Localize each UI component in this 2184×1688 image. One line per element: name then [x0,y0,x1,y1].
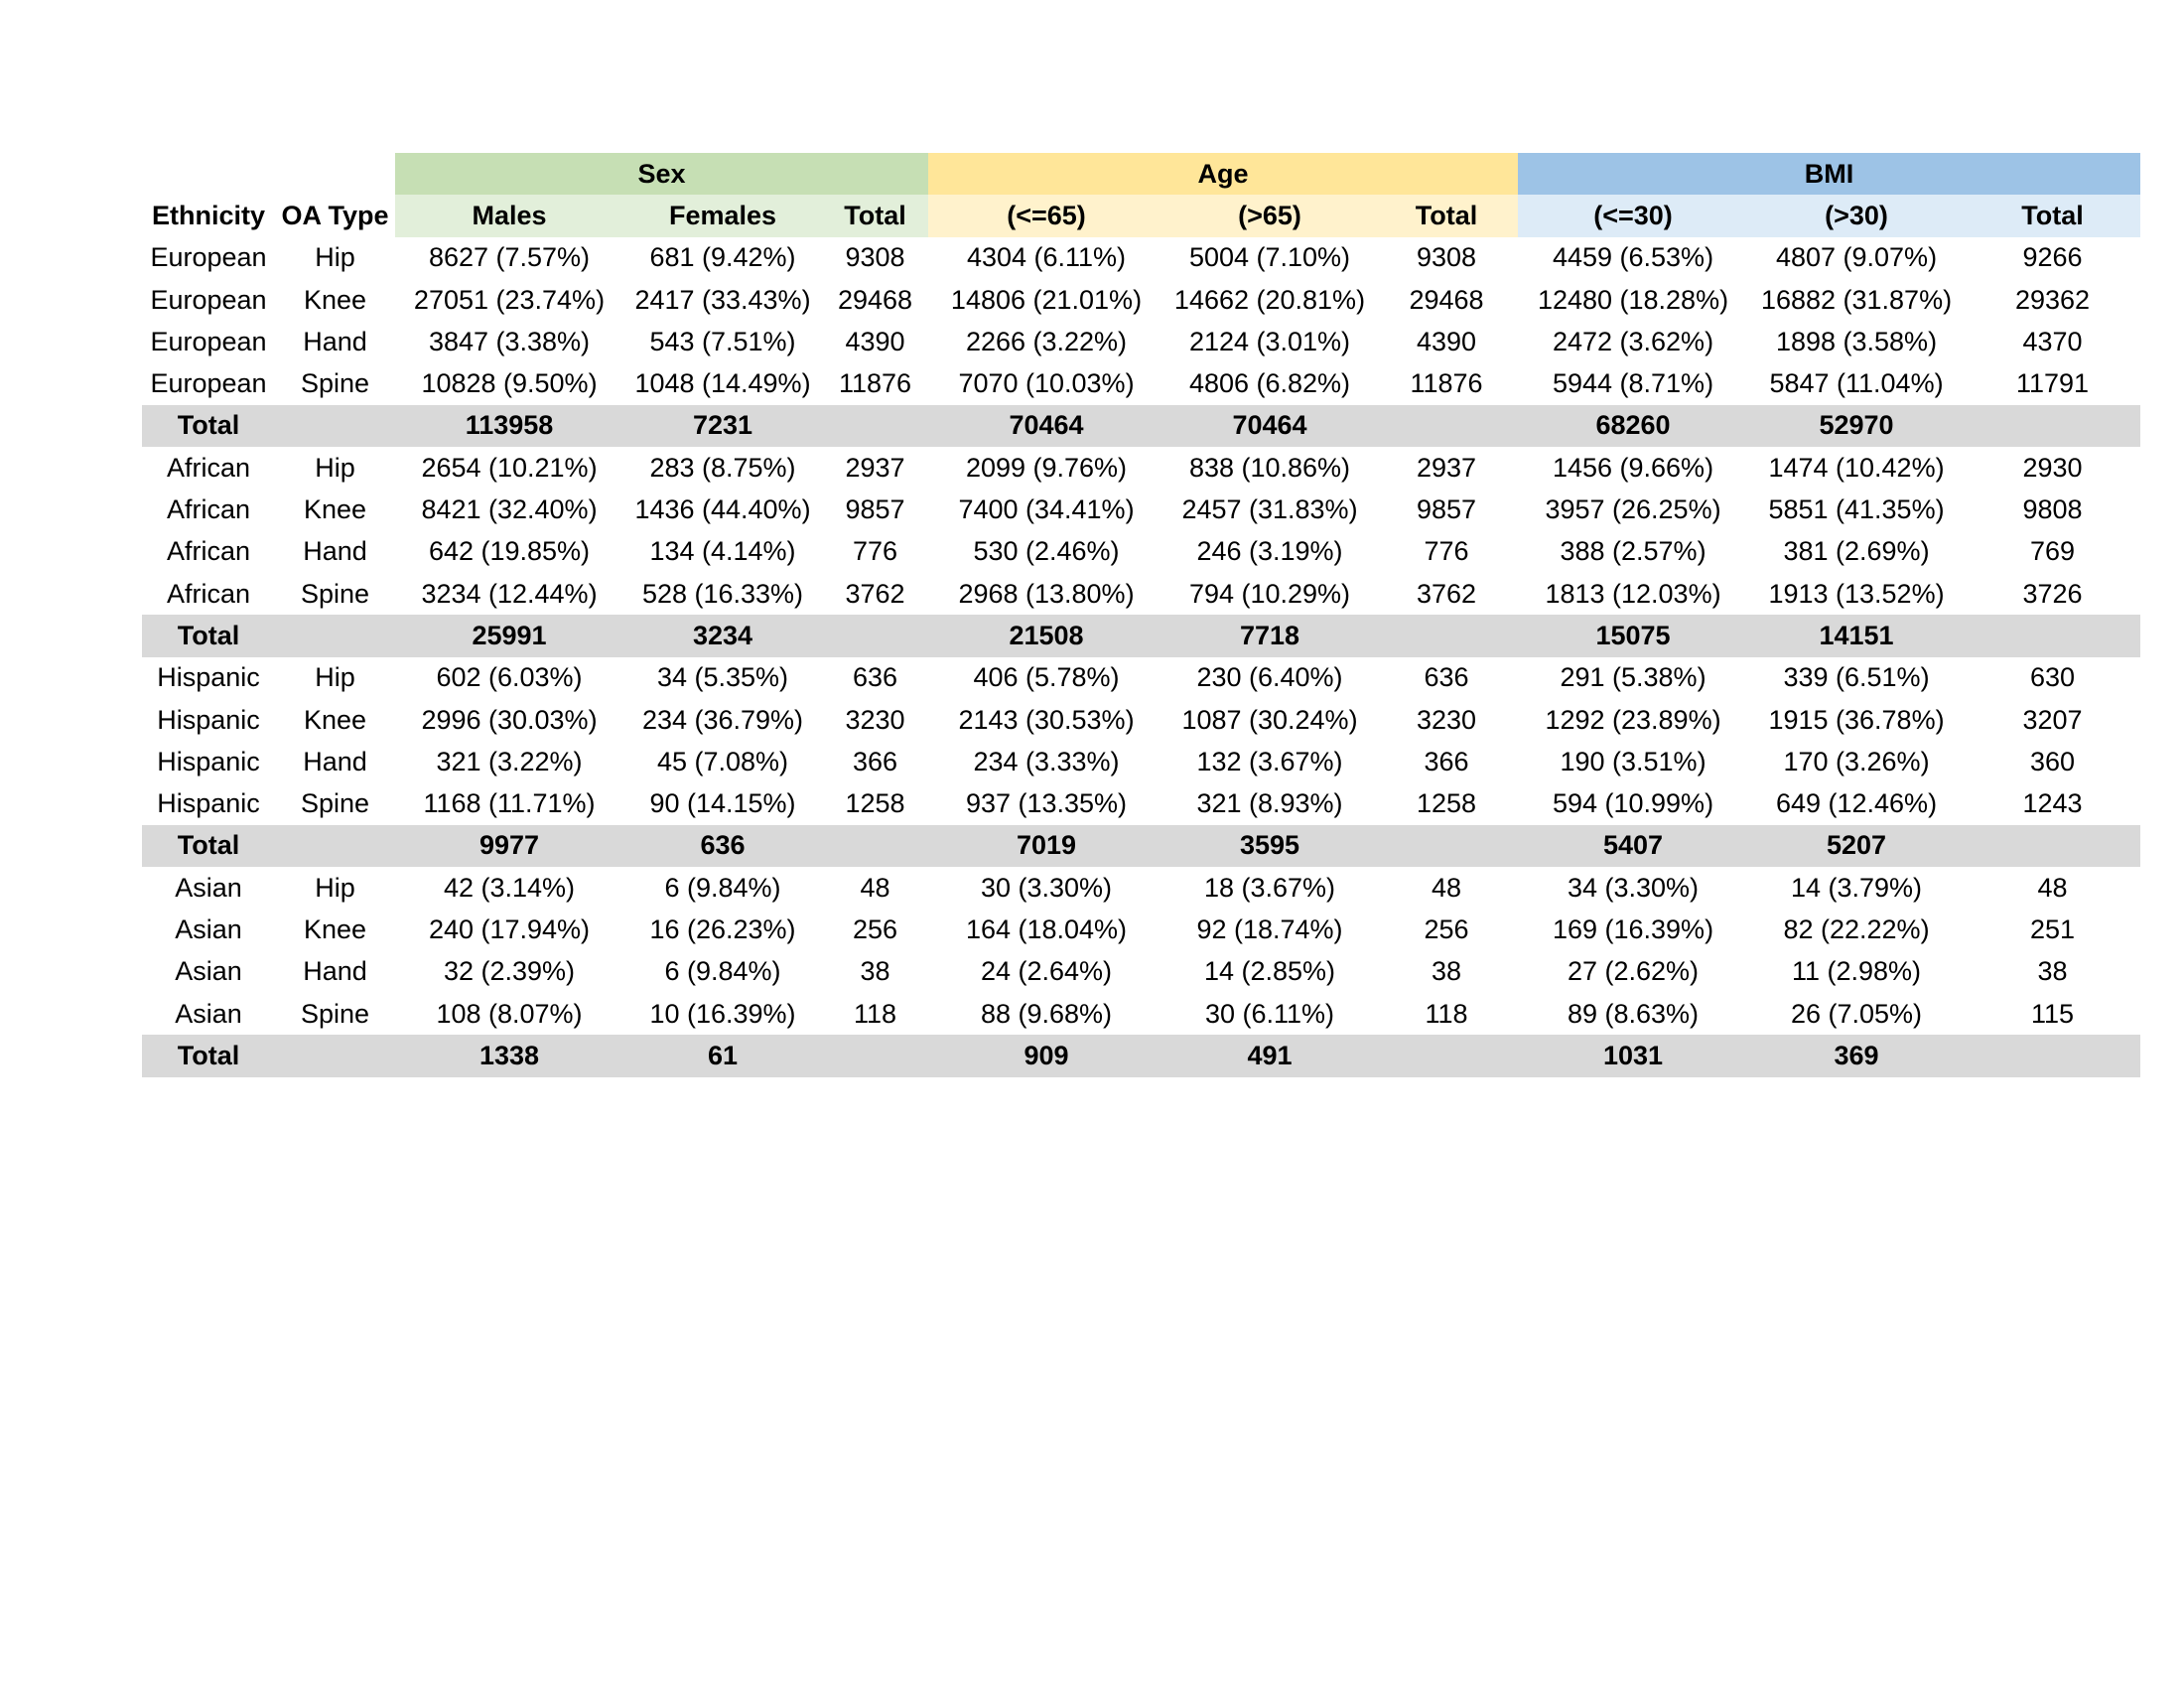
age-le65-cell: 234 (3.33%) [973,746,1120,776]
age-le65-cell: 7400 (34.41%) [958,494,1135,525]
bmi-le30-cell: 15075 [1518,615,1748,656]
bmi-total-cell [1965,615,2140,656]
sex-total-cell [822,825,928,867]
bmi-gt30-cell: 1915 (36.78%) [1768,704,1945,735]
females-cell: 90 (14.15%) [649,788,796,819]
table-row [142,531,2140,573]
males-cell: 32 (2.39%) [443,956,576,987]
bmi-gt30-cell: 170 (3.26%) [1783,746,1930,776]
oa-type-cell: Hip [315,662,355,693]
bmi-total-cell: 251 [2029,914,2076,944]
age-total-cell: 9308 [1416,242,1477,273]
table-row [142,321,2140,362]
females-cell: 10 (16.39%) [649,998,796,1029]
bmi-le30-cell: 1456 (9.66%) [1552,452,1714,483]
ethnicity-cell: Asian [175,872,242,903]
oa-type-cell: Hand [303,326,367,356]
age-le65-cell: 2266 (3.22%) [965,326,1128,356]
age-le65-cell: 24 (2.64%) [980,956,1113,987]
bmi-gt30-cell: 4807 (9.07%) [1775,242,1938,273]
total-row [142,825,2140,867]
ethnicity-cell: Hispanic [157,788,260,819]
males-header: Males [395,195,623,236]
ethnicity-cell: Asian [175,914,242,944]
table-row [142,741,2140,782]
bmi-total-cell: 9808 [2022,494,2083,525]
sex-total-cell: 776 [852,536,898,567]
bmi-le30-header: (<=30) [1518,195,1748,236]
males-cell: 3234 (12.44%) [421,578,598,609]
males-cell: 9977 [395,825,623,867]
table-row [142,489,2140,530]
age-total-cell: 1258 [1416,788,1477,819]
females-cell: 681 (9.42%) [649,242,796,273]
age-le65-cell: 406 (5.78%) [973,662,1120,693]
table-row [142,699,2140,741]
males-cell: 108 (8.07%) [436,998,583,1029]
age-gt65-cell: 246 (3.19%) [1196,536,1343,567]
females-cell: 636 [623,825,822,867]
sex-total-cell: 3762 [845,578,905,609]
table-row [142,362,2140,404]
age-total-header: Total [1375,195,1518,236]
sex-total-cell [822,1035,928,1076]
females-cell: 1436 (44.40%) [634,494,811,525]
ethnicity-cell: European [150,326,267,356]
blank-header-cell [142,153,275,195]
bmi-gt30-cell: 5851 (41.35%) [1768,494,1945,525]
bmi-gt30-cell: 1474 (10.42%) [1768,452,1945,483]
oa-type-cell: Spine [300,368,370,399]
oa-type-cell: Hand [303,956,367,987]
ethnicity-cell: Asian [175,956,242,987]
total-row [142,405,2140,447]
age-total-cell [1375,405,1518,447]
age-gt65-cell: 3595 [1164,825,1375,867]
age-le65-cell: 909 [928,1035,1164,1076]
age-total-cell: 256 [1424,914,1469,944]
age-le65-cell: 14806 (21.01%) [950,284,1143,315]
age-total-cell: 636 [1424,662,1469,693]
age-total-cell: 29468 [1409,284,1484,315]
sex-total-cell: 256 [852,914,898,944]
age-total-cell: 3762 [1416,578,1477,609]
sex-total-cell: 48 [860,872,890,903]
bmi-total-cell: 630 [2029,662,2076,693]
sex-group-header: Sex [395,153,928,195]
age-gt65-cell: 132 (3.67%) [1196,746,1343,776]
females-cell: 7231 [623,405,822,447]
bmi-le30-cell: 190 (3.51%) [1560,746,1706,776]
females-cell: 3234 [623,615,822,656]
females-cell: 61 [623,1035,822,1076]
bmi-gt30-cell: 11 (2.98%) [1791,956,1922,987]
age-gt65-cell: 30 (6.11%) [1204,998,1335,1029]
bmi-total-cell [1965,1035,2140,1076]
age-gt65-cell: 14 (2.85%) [1203,956,1336,987]
males-cell: 3847 (3.38%) [428,326,591,356]
age-gt65-cell: 5004 (7.10%) [1188,242,1351,273]
males-cell: 1168 (11.71%) [423,788,596,819]
bmi-le30-cell: 594 (10.99%) [1552,788,1714,819]
bmi-le30-cell: 68260 [1518,405,1748,447]
age-le65-cell: 530 (2.46%) [973,536,1120,567]
demographics-table [142,153,2140,1077]
ethnicity-cell: European [150,284,267,315]
bmi-total-cell: 48 [2037,872,2068,903]
oa-type-cell [275,825,395,867]
sex-total-cell: 38 [860,956,890,987]
age-le65-header: (<=65) [928,195,1164,236]
males-cell: 2996 (30.03%) [421,704,598,735]
age-gt65-cell: 794 (10.29%) [1188,578,1351,609]
bmi-le30-cell: 1031 [1518,1035,1748,1076]
bmi-le30-cell: 5944 (8.71%) [1552,368,1714,399]
table-row [142,993,2140,1035]
bmi-le30-cell: 5407 [1518,825,1748,867]
ethnicity-cell: Hispanic [157,662,260,693]
bmi-le30-cell: 34 (3.30%) [1567,872,1700,903]
males-cell: 240 (17.94%) [428,914,591,944]
oa-type-cell: Hand [303,746,367,776]
oa-type-cell: Hand [303,536,367,567]
bmi-gt30-cell: 16882 (31.87%) [1760,284,1953,315]
sex-total-cell: 11876 [838,368,912,399]
oa-type-cell: Hip [315,242,355,273]
ethnicity-cell: Hispanic [157,746,260,776]
age-le65-cell: 30 (3.30%) [980,872,1113,903]
ethnicity-cell: Total [142,405,275,447]
age-gt65-cell: 14662 (20.81%) [1173,284,1366,315]
bmi-le30-cell: 12480 (18.28%) [1537,284,1729,315]
bmi-le30-cell: 2472 (3.62%) [1552,326,1714,356]
bmi-total-cell [1965,825,2140,867]
bmi-gt30-cell: 26 (7.05%) [1790,998,1923,1029]
ethnicity-cell: African [166,494,251,525]
oa-type-cell: Spine [300,578,370,609]
blank-header-cell [275,153,395,195]
bmi-total-cell: 360 [2029,746,2076,776]
oa-type-cell: Knee [303,704,367,735]
age-gt65-cell: 2124 (3.01%) [1188,326,1351,356]
age-gt65-cell: 2457 (31.83%) [1181,494,1358,525]
sex-total-cell: 9857 [845,494,905,525]
bmi-le30-cell: 4459 (6.53%) [1552,242,1714,273]
females-cell: 528 (16.33%) [641,578,804,609]
age-le65-cell: 21508 [928,615,1164,656]
sex-total-cell: 3230 [845,704,905,735]
age-total-cell: 3230 [1416,704,1477,735]
age-total-cell: 366 [1424,746,1469,776]
age-gt65-cell: 4806 (6.82%) [1188,368,1351,399]
females-cell: 16 (26.23%) [649,914,796,944]
group-header-row [142,153,2140,195]
column-header-row [142,195,2140,236]
age-total-cell: 4390 [1416,326,1477,356]
ethnicity-cell: European [150,368,267,399]
females-cell: 6 (9.84%) [664,956,781,987]
males-cell: 8627 (7.57%) [428,242,591,273]
age-le65-cell: 2099 (9.76%) [965,452,1128,483]
males-cell: 10828 (9.50%) [421,368,598,399]
bmi-le30-cell: 1292 (23.89%) [1545,704,1721,735]
bmi-le30-cell: 291 (5.38%) [1560,662,1706,693]
females-cell: 283 (8.75%) [649,452,796,483]
age-le65-cell: 7070 (10.03%) [958,368,1135,399]
bmi-le30-cell: 1813 (12.03%) [1545,578,1721,609]
age-le65-cell: 2968 (13.80%) [958,578,1135,609]
age-gt65-cell: 7718 [1164,615,1375,656]
bmi-gt30-cell: 381 (2.69%) [1783,536,1930,567]
sex-total-cell [822,405,928,447]
bmi-total-header: Total [1965,195,2140,236]
oa-type-cell [275,615,395,656]
males-cell: 602 (6.03%) [436,662,583,693]
age-le65-cell: 4304 (6.11%) [966,242,1127,273]
sex-total-cell: 4390 [845,326,905,356]
age-le65-cell: 88 (9.68%) [980,998,1113,1029]
sex-total-cell [822,615,928,656]
sex-total-cell: 636 [852,662,898,693]
bmi-gt30-cell: 82 (22.22%) [1783,914,1930,944]
table-row [142,279,2140,321]
oa-type-cell: Hip [315,452,355,483]
age-total-cell: 48 [1431,872,1462,903]
bmi-total-cell [1965,405,2140,447]
oa-type-cell: Spine [300,998,370,1029]
females-cell: 543 (7.51%) [649,326,796,356]
bmi-total-cell: 3726 [2022,578,2083,609]
age-total-cell: 11876 [1410,368,1483,399]
bmi-le30-cell: 388 (2.57%) [1560,536,1706,567]
table-row [142,782,2140,824]
table-row [142,447,2140,489]
bmi-total-cell: 3207 [2022,704,2083,735]
bmi-le30-cell: 3957 (26.25%) [1545,494,1721,525]
sex-total-cell: 1258 [845,788,905,819]
sex-total-cell: 118 [853,998,897,1029]
total-row [142,615,2140,656]
bmi-total-cell: 11791 [2015,368,2090,399]
bmi-gt30-header: (>30) [1748,195,1965,236]
ethnicity-cell: Hispanic [157,704,260,735]
ethnicity-cell: Total [142,825,275,867]
bmi-total-cell: 9266 [2022,242,2083,273]
bmi-total-cell: 115 [2030,998,2075,1029]
males-cell: 42 (3.14%) [443,872,576,903]
table-row [142,951,2140,993]
bmi-gt30-cell: 5207 [1748,825,1965,867]
table-row [142,237,2140,279]
age-gt65-cell: 70464 [1164,405,1375,447]
bmi-total-cell: 769 [2029,536,2076,567]
oa-type-cell: Knee [303,494,367,525]
age-gt65-header: (>65) [1164,195,1375,236]
oa-type-cell [275,1035,395,1076]
bmi-total-cell: 4370 [2022,326,2083,356]
ethnicity-cell: Total [142,615,275,656]
table-header [142,153,2140,237]
females-cell: 234 (36.79%) [641,704,804,735]
ethnicity-cell: European [150,242,267,273]
males-cell: 25991 [395,615,623,656]
males-cell: 321 (3.22%) [436,746,583,776]
bmi-le30-cell: 27 (2.62%) [1567,956,1700,987]
bmi-total-cell: 29362 [2014,284,2091,315]
age-gt65-cell: 491 [1164,1035,1375,1076]
oa-type-cell: Knee [303,284,367,315]
age-gt65-cell: 321 (8.93%) [1196,788,1343,819]
age-gt65-cell: 18 (3.67%) [1203,872,1336,903]
ethnicity-cell: Total [142,1035,275,1076]
age-total-cell [1375,1035,1518,1076]
bmi-gt30-cell: 369 [1748,1035,1965,1076]
females-cell: 45 (7.08%) [656,746,789,776]
males-cell: 642 (19.85%) [428,536,591,567]
females-cell: 34 (5.35%) [656,662,789,693]
table-row [142,657,2140,699]
ethnicity-cell: African [166,452,251,483]
age-gt65-cell: 92 (18.74%) [1196,914,1343,944]
males-cell: 113958 [395,405,623,447]
males-cell: 2654 (10.21%) [421,452,598,483]
bmi-le30-cell: 169 (16.39%) [1552,914,1714,944]
oa-type-cell: Hip [315,872,355,903]
total-row [142,1035,2140,1076]
sex-total-cell: 29468 [837,284,913,315]
age-total-cell: 776 [1424,536,1469,567]
age-total-cell: 9857 [1416,494,1477,525]
age-gt65-cell: 230 (6.40%) [1196,662,1343,693]
males-cell: 27051 (23.74%) [413,284,606,315]
sex-total-cell: 366 [852,746,898,776]
ethnicity-cell: African [166,536,251,567]
females-header: Females [623,195,822,236]
bmi-gt30-cell: 14151 [1748,615,1965,656]
oa-type-cell: Knee [303,914,367,944]
age-total-cell: 118 [1425,998,1468,1029]
age-le65-cell: 70464 [928,405,1164,447]
sex-total-header: Total [822,195,928,236]
ethnicity-cell: Asian [175,998,242,1029]
males-cell: 8421 (32.40%) [421,494,598,525]
age-le65-cell: 937 (13.35%) [965,788,1128,819]
oa-type-header: OA Type [281,200,389,230]
bmi-le30-cell: 89 (8.63%) [1567,998,1700,1029]
bmi-gt30-cell: 1913 (13.52%) [1768,578,1945,609]
females-cell: 1048 (14.49%) [634,368,811,399]
bmi-gt30-cell: 649 (12.46%) [1775,788,1938,819]
females-cell: 134 (4.14%) [649,536,796,567]
age-le65-cell: 164 (18.04%) [965,914,1128,944]
age-group-header: Age [928,153,1518,195]
table-body [142,237,2140,1077]
oa-type-cell: Spine [300,788,370,819]
table-row [142,909,2140,950]
age-total-cell [1375,615,1518,656]
bmi-gt30-cell: 5847 (11.04%) [1769,368,1944,399]
table-row [142,867,2140,909]
ethnicity-header: Ethnicity [151,200,265,230]
age-gt65-cell: 1087 (30.24%) [1181,704,1358,735]
age-le65-cell: 2143 (30.53%) [958,704,1135,735]
bmi-gt30-cell: 1898 (3.58%) [1775,326,1938,356]
bmi-gt30-cell: 52970 [1748,405,1965,447]
bmi-gt30-cell: 14 (3.79%) [1790,872,1923,903]
table-row [142,573,2140,615]
sex-total-cell: 9308 [845,242,905,273]
bmi-total-cell: 38 [2037,956,2068,987]
females-cell: 2417 (33.43%) [634,284,811,315]
age-le65-cell: 7019 [928,825,1164,867]
bmi-gt30-cell: 339 (6.51%) [1783,662,1930,693]
bmi-group-header: BMI [1518,153,2140,195]
sex-total-cell: 2937 [845,452,905,483]
age-total-cell [1375,825,1518,867]
age-gt65-cell: 838 (10.86%) [1188,452,1351,483]
males-cell: 1338 [395,1035,623,1076]
age-total-cell: 2937 [1416,452,1477,483]
age-total-cell: 38 [1431,956,1462,987]
oa-type-cell [275,405,395,447]
bmi-total-cell: 2930 [2022,452,2083,483]
ethnicity-cell: African [166,578,251,609]
bmi-total-cell: 1243 [2022,788,2083,819]
females-cell: 6 (9.84%) [664,872,781,903]
